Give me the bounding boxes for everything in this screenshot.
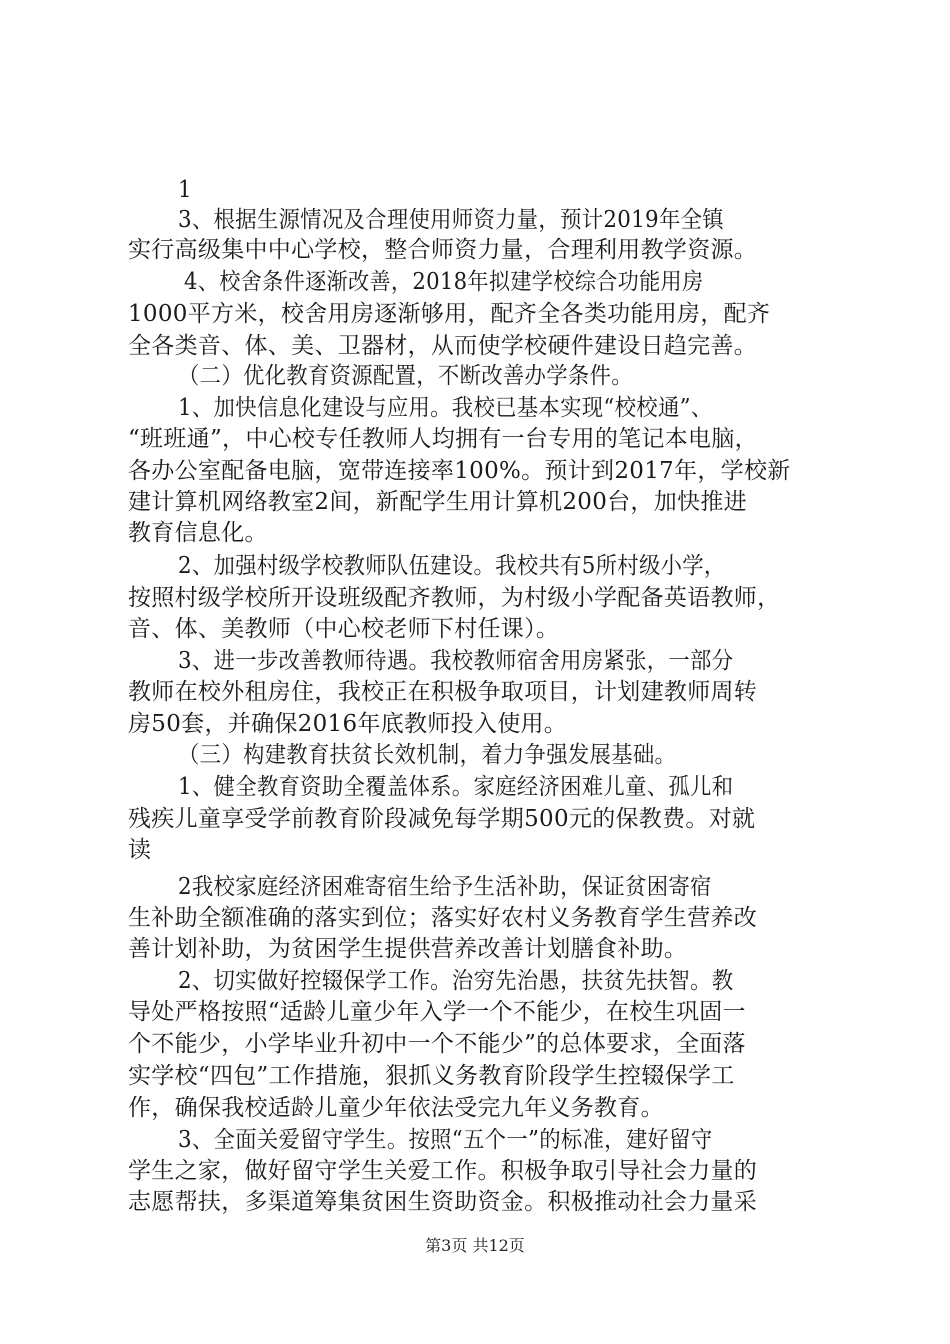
text-line: 个不能少，小学毕业升初中一个不能少”的总体要求，全面落 — [128, 1031, 746, 1057]
text-line: 4、校舍条件逐渐改善，2018年拟建学校综合功能用房 — [184, 269, 704, 295]
text-line: 实行高级集中中心学校，整合师资力量，合理利用教学资源。 — [128, 237, 758, 263]
text-line: 教育信息化。 — [128, 520, 268, 546]
text-line: 1000平方米，校舍用房逐渐够用，配齐全各类功能用房，配齐 — [128, 301, 771, 327]
text-line: 1 — [178, 177, 192, 203]
text-line: 学生之家，做好留守学生关爱工作。积极争取引导社会力量的 — [128, 1158, 758, 1184]
text-line: 生补助全额准确的落实到位；落实好农村义务教育学生营养改 — [128, 905, 758, 931]
text-line: 1、加快信息化建设与应用。我校已基本实现“校校通”、 — [178, 395, 713, 421]
text-line: 2、切实做好控辍保学工作。治穷先治愚，扶贫先扶智。教 — [178, 968, 734, 994]
text-line: 按照村级学校所开设班级配齐教师，为村级小学配备英语教师， — [128, 585, 781, 611]
page-number-footer: 第3页 共12页 — [425, 1236, 525, 1255]
text-line: 1、健全教育资助全覆盖体系。家庭经济困难儿童、孤儿和 — [178, 774, 734, 800]
section-heading: （二）优化教育资源配置，不断改善办学条件。 — [178, 363, 633, 389]
text-line: 志愿帮扶，多渠道筹集贫困生资助资金。积极推动社会力量采 — [128, 1189, 758, 1215]
text-line: 2我校家庭经济困难寄宿生给予生活补助，保证贫困寄宿 — [178, 874, 712, 900]
text-line: 作，确保我校适龄儿童少年依法受完九年义务教育。 — [128, 1095, 664, 1121]
text-line: 残疾儿童享受学前教育阶段减免每学期500元的保教费。对就 — [128, 806, 756, 832]
text-line: 2、加强村级学校教师队伍建设。我校共有5所村级小学， — [178, 553, 726, 579]
text-line: 建计算机网络教室2间，新配学生用计算机200台，加快推进 — [128, 489, 747, 515]
text-line: 全各类音、体、美、卫器材，从而使学校硬件建设日趋完善。 — [128, 333, 758, 359]
text-line: 实学校“四包”工作措施，狠抓义务教育阶段学生控辍保学工 — [128, 1063, 735, 1089]
text-line: 善计划补助，为贫困学生提供营养改善计划膳食补助。 — [128, 936, 688, 962]
text-line: “班班通”，中心校专任教师人均拥有一台专用的笔记本电脑， — [128, 426, 758, 452]
text-line: 读 — [128, 837, 152, 863]
text-line: 导处严格按照“适龄儿童少年入学一个不能少，在校生巩固一 — [128, 999, 746, 1025]
text-line: 房50套，并确保2016年底教师投入使用。 — [128, 711, 568, 737]
text-line: 3、进一步改善教师待遇。我校教师宿舍用房紧张，一部分 — [178, 648, 734, 674]
section-heading: （三）构建教育扶贫长效机制，着力争强发展基础。 — [178, 742, 677, 768]
text-line: 教师在校外租房住，我校正在积极争取项目，计划建教师周转 — [128, 679, 758, 705]
text-line: 3、根据生源情况及合理使用师资力量，预计2019年全镇 — [178, 207, 724, 233]
text-line: 3、全面关爱留守学生。按照“五个一”的标准，建好留守 — [178, 1127, 713, 1153]
text-line: 音、体、美教师（中心校老师下村任课）。 — [128, 616, 560, 642]
text-line: 各办公室配备电脑，宽带连接率100%。预计到2017年，学校新 — [128, 458, 791, 484]
